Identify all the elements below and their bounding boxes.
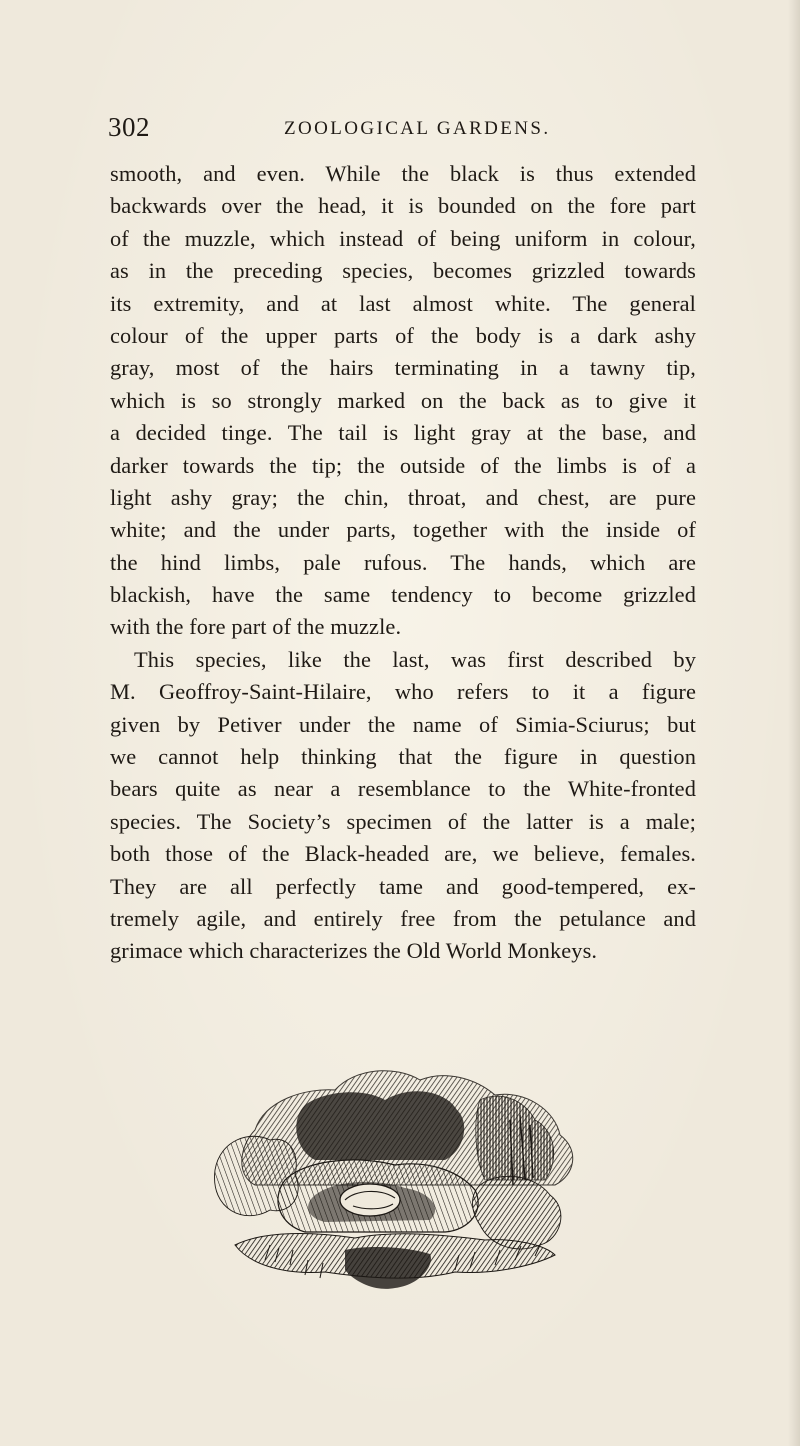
text-line: colour of the upper parts of the body is a dark ashy [110,322,696,348]
text-line: smooth, and even. While the black is thus extended [110,161,696,186]
text-line: gray, most of the hairs terminating in a tawny tip, [110,355,696,381]
paragraph-end-line: grimace which characterizes the Old World Monkeys. [110,938,598,964]
text-line: which is so strongly marked on the back as to give it [110,387,696,413]
paragraph-end-line: with the fore part of the muzzle. [110,614,402,640]
text-line: of the muzzle, which instead of being uniform in colour, [110,225,696,251]
running-title: ZOOLOGICAL GARDENS. [284,118,551,139]
text-line: as in the preceding species, becomes grizzled towards [110,258,696,284]
paragraph-start-line: This species, like the last, was first described by [134,646,696,672]
ground-dark [345,1247,431,1289]
page-edge-shadow [788,0,800,1446]
foliage-dark [296,1091,464,1160]
text-line: a decided tinge. The tail is light gray at the base, and [110,420,696,446]
text-line: darker towards the tip; the outside of the limbs is of a [110,452,696,478]
tailpiece-engraving [195,1060,605,1310]
text-line: its extremity, and at last almost white. The general [110,290,696,316]
text-line: we cannot help thinking that the figure in question [110,744,696,770]
text-line: tremely agile, and entirely free from the petulance and [110,905,696,931]
text-line: They are all perfectly tame and good-tempered, ex- [110,873,696,899]
text-line: white; and the under parts, together with the inside of [110,517,696,543]
text-line: given by Petiver under the name of Simia-Sciurus; but [110,711,696,737]
foliage-lower-right [473,1176,561,1249]
text-line: bears quite as near a resemblance to the White-fronted [110,776,696,802]
text-line: backwards over the head, it is bounded on the fore part [110,193,696,219]
text-line: M. Geoffroy-Saint-Hilaire, who refers to it a figure [110,679,696,705]
body-text [110,158,696,968]
text-line: species. The Society’s specimen of the latter is a male; [110,808,696,834]
text-line: both those of the Black-headed are, we believe, females. [110,841,696,867]
text-line: light ashy gray; the chin, throat, and chest, are pure [110,484,696,510]
running-head [108,112,708,144]
text-line: blackish, have the same tendency to become grizzled [110,582,696,608]
creature-figure [340,1184,400,1216]
text-line: the hind limbs, pale rufous. The hands, which are [110,549,696,575]
page-number: 302 [108,112,150,142]
